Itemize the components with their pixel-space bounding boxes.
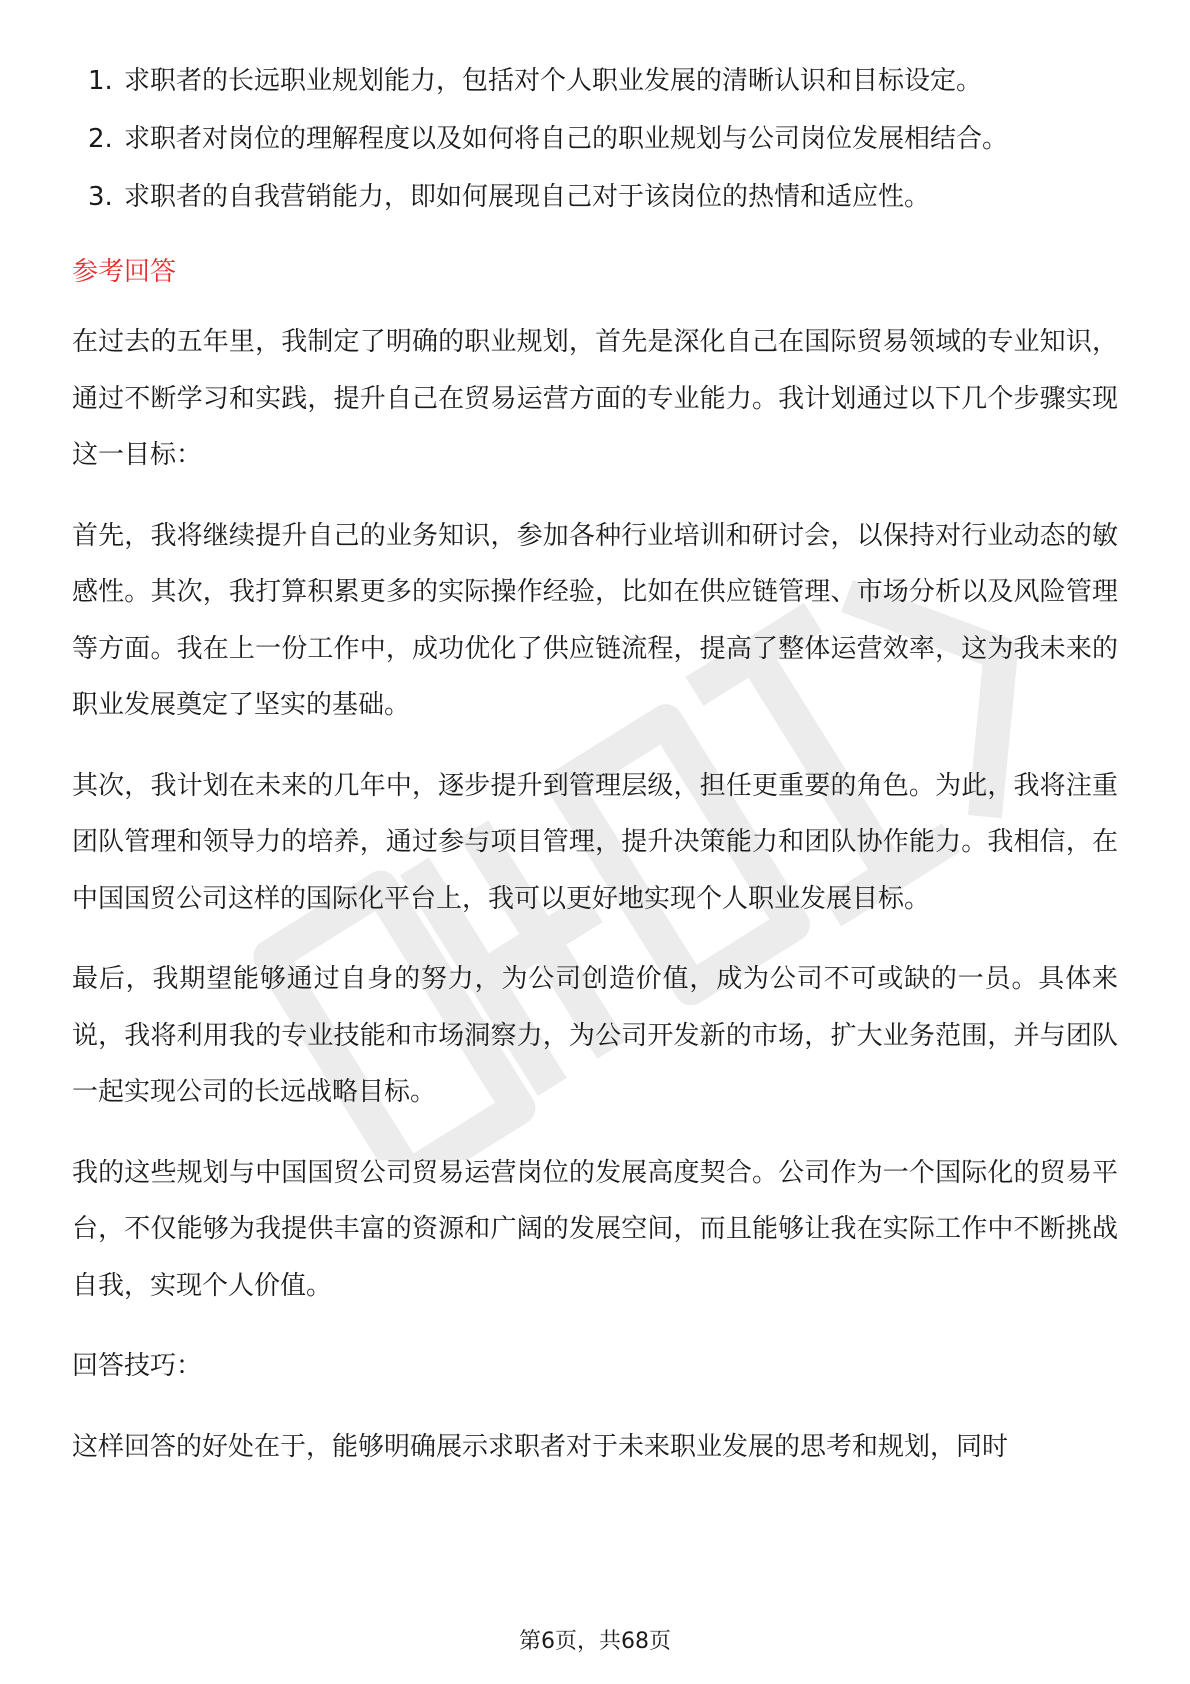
- answer-paragraph: 其次，我计划在未来的几年中，逐步提升到管理层级，担任更重要的角色。为此，我将注重团队管理和领导力的培养，通过参与项目管理，提升决策能力和团队协作能力。我相信，在中国国贸公司这样的国际化平台上，我可以更好地实现个人职业发展目标。: [72, 770, 1118, 914]
- criteria-item: [72, 52, 1118, 110]
- assessment-criteria-list: [72, 52, 1118, 226]
- criteria-text: 求职者的自我营销能力，即如何展现自己对于该岗位的热情和适应性。: [124, 182, 931, 212]
- tips-paragraph: 这样回答的好处在于，能够明确展示求职者对于未来职业发展的思考和规划，同时: [72, 1431, 1009, 1462]
- criteria-number: 2.: [88, 124, 113, 154]
- criteria-number: 1.: [88, 66, 113, 96]
- criteria-item: [72, 110, 1118, 168]
- criteria-text: 求职者对岗位的理解程度以及如何将自己的职业规划与公司岗位发展相结合。: [124, 124, 1009, 154]
- reference-answer-heading: 参考回答: [72, 257, 177, 287]
- page-number-footer: 第6页，共68页: [519, 1629, 671, 1654]
- document-content: [72, 52, 1118, 1499]
- answer-paragraph: 我的这些规划与中国国贸公司贸易运营岗位的发展高度契合。公司作为一个国际化的贸易平台，不仅能够为我提供丰富的资源和广阔的发展空间，而且能够让我在实际工作中不断挑战自我，实现个人价值。: [72, 1157, 1118, 1301]
- criteria-number: 3.: [88, 182, 113, 212]
- tips-heading: 回答技巧：: [72, 1351, 203, 1381]
- criteria-item: [72, 168, 1118, 226]
- answer-paragraph: 最后，我期望能够通过自身的努力，为公司创造价值，成为公司不可或缺的一员。具体来说，我将利用我的专业技能和市场洞察力，为公司开发新的市场，扩大业务范围，并与团队一起实现公司的长远战略目标。: [72, 964, 1118, 1107]
- answer-paragraph: 在过去的五年里，我制定了明确的职业规划，首先是深化自己在国际贸易领域的专业知识，通过不断学习和实践，提升自己在贸易运营方面的专业能力。我计划通过以下几个步骤实现这一目标：: [72, 327, 1118, 470]
- answer-paragraph: 首先，我将继续提升自己的业务知识，参加各种行业培训和研讨会，以保持对行业动态的敏感性。其次，我打算积累更多的实际操作经验，比如在供应链管理、市场分析以及风险管理等方面。我在上一份工作中，成功优化了供应链流程，提高了整体运营效率，这为我未来的职业发展奠定了坚实的基础。: [72, 520, 1118, 720]
- criteria-text: 求职者的长远职业规划能力，包括对个人职业发展的清晰认识和目标设定。: [124, 66, 983, 96]
